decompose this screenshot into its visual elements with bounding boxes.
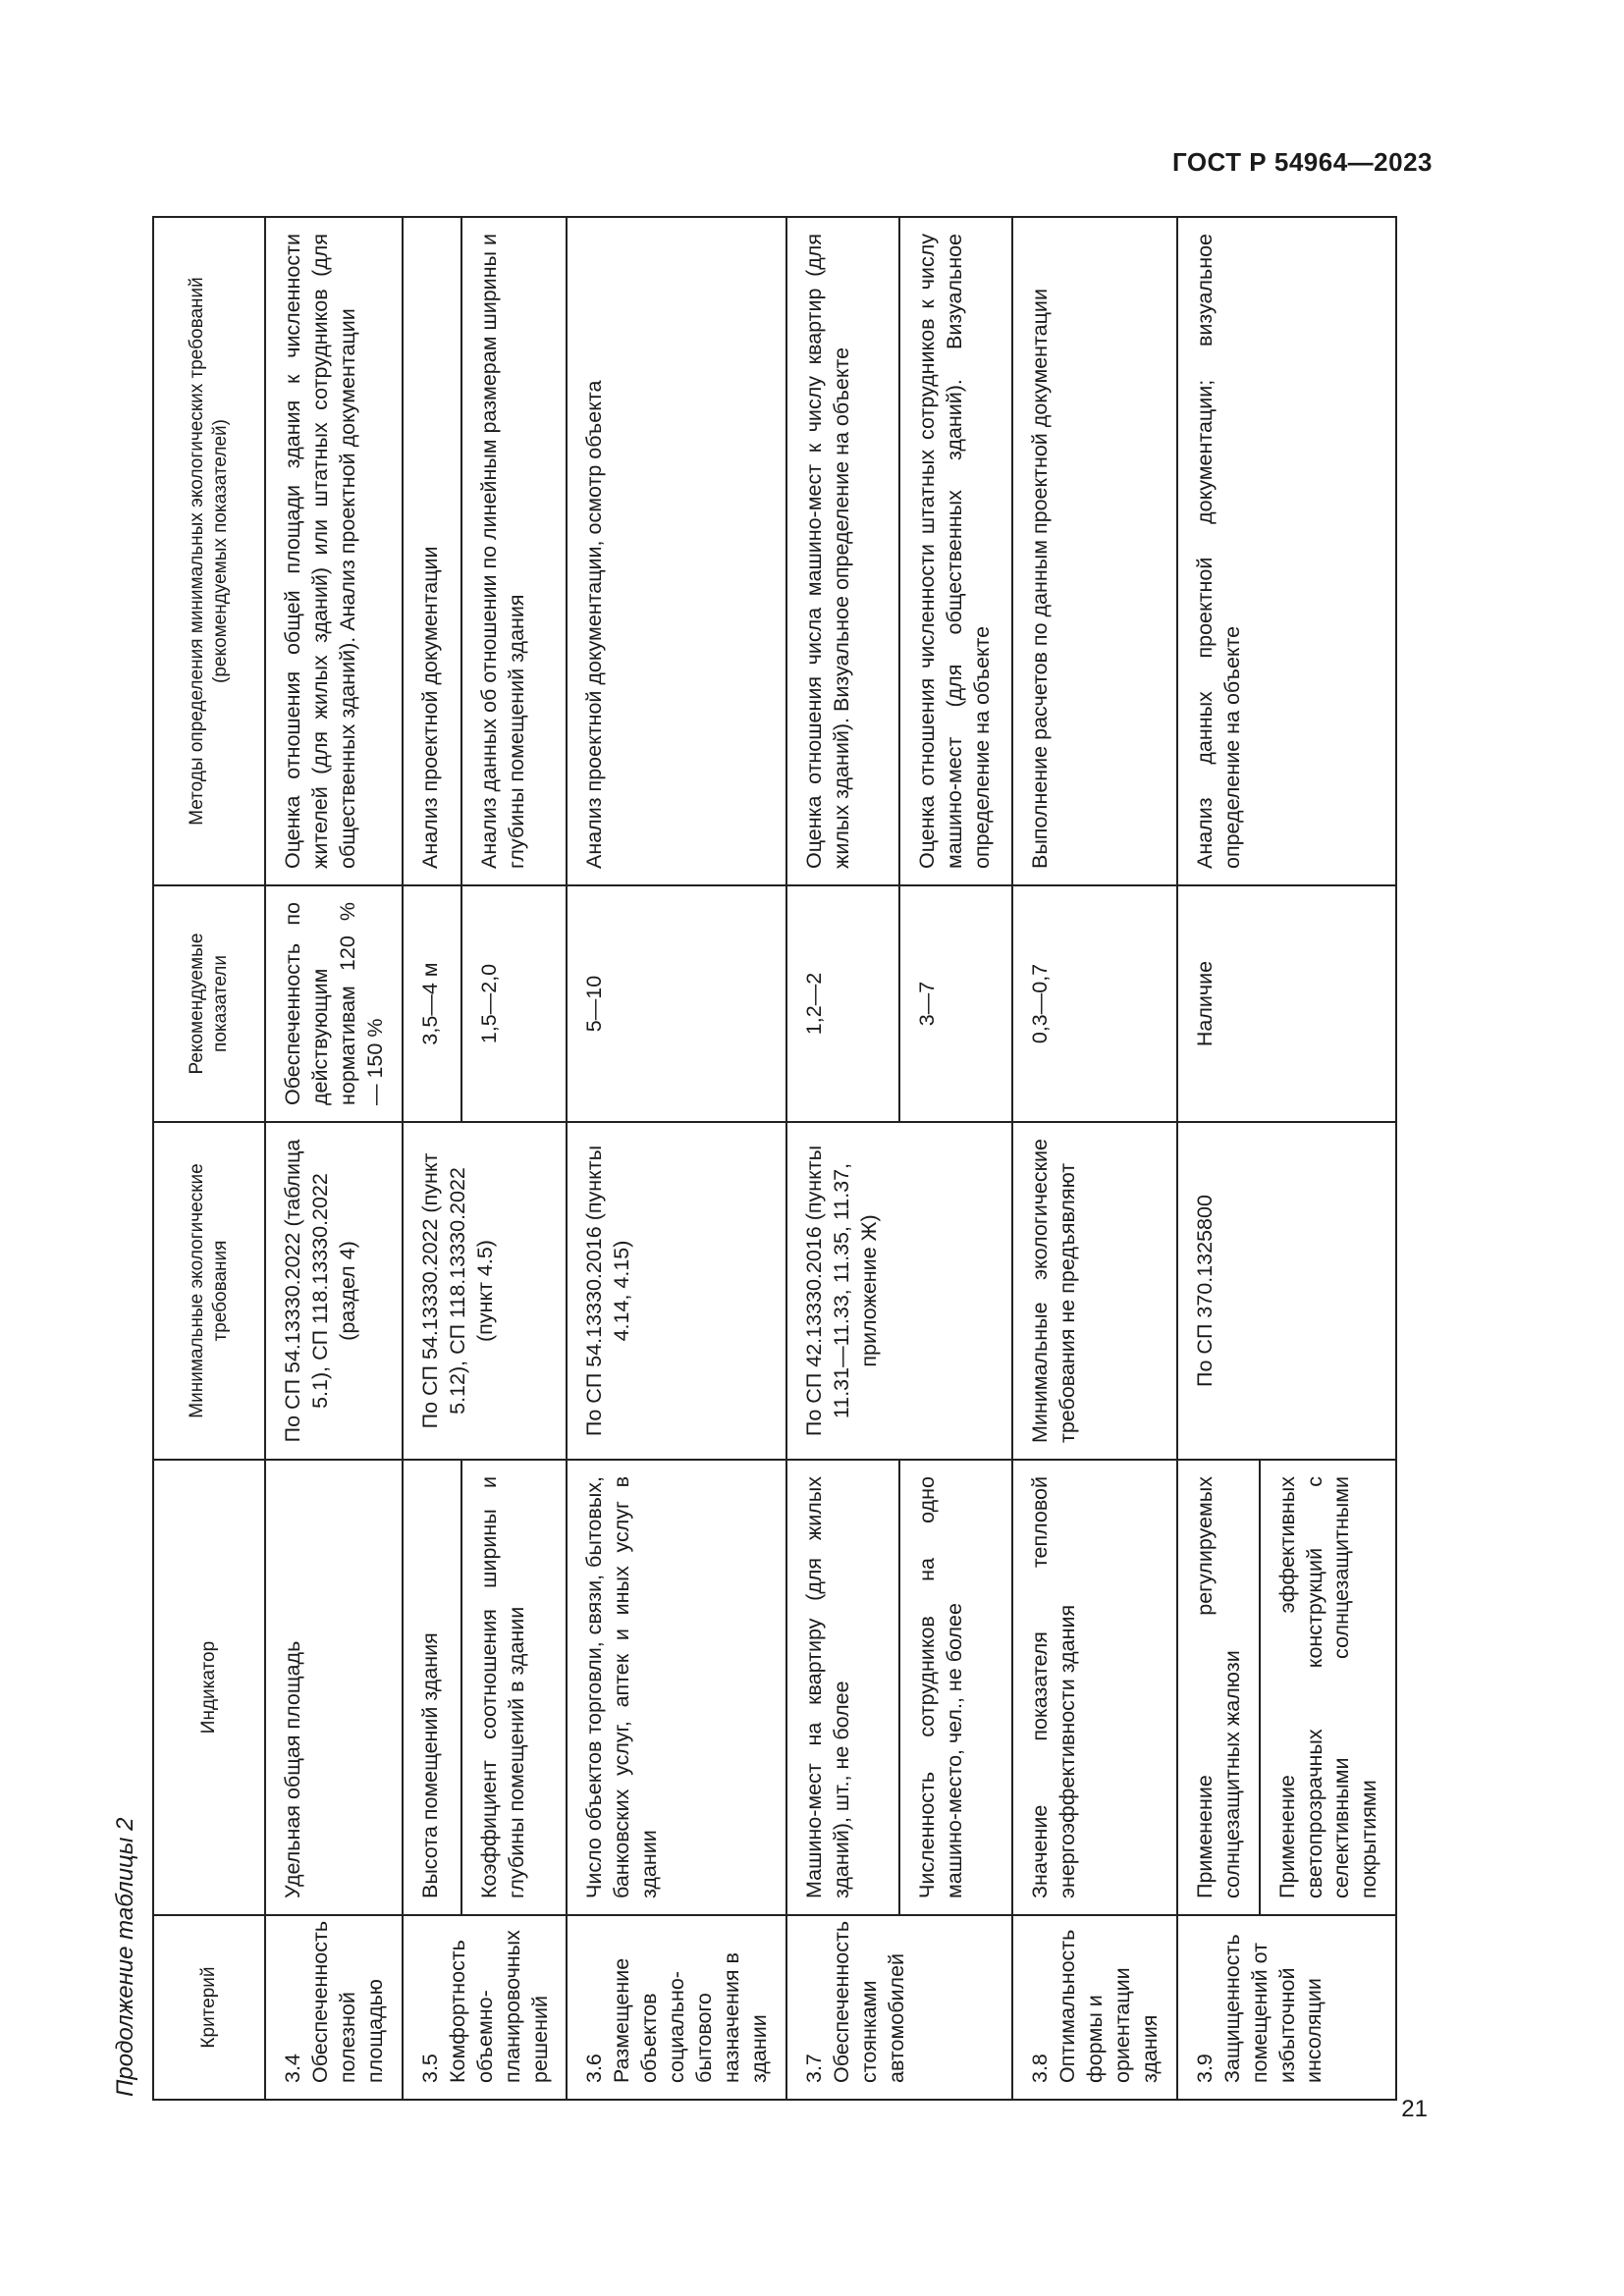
indicator-cell: Значение показателя тепловой энергоэффективности здания [1012, 1460, 1177, 1915]
criterion-cell: 3.5 Комфортность объемно-планировочных решений [403, 1915, 568, 2100]
method-cell: Анализ данных проектной документации; визуальное определение на объекте [1177, 217, 1397, 885]
recommended-cell: 3—7 [899, 885, 1012, 1122]
table-row [265, 217, 403, 2100]
method-cell: Выполнение расчетов по данным проектной документации [1012, 217, 1177, 885]
criterion-cell: 3.6 Размещение объектов социально-бытового назначения в здании [567, 1915, 786, 2100]
header-methods: Методы определения минимальных экологических требований (рекомендуемых показателей) [153, 217, 265, 885]
criterion-cell: 3.4 Обеспеченность полезной площадью [265, 1915, 403, 2100]
min-requirements-cell: По СП 54.13330.2022 (пункт 5.12), СП 118.13330.2022 (пункт 4.5) [403, 1122, 568, 1460]
method-cell: Оценка отношения численности штатных сотрудников к числу машино-мест (для общественных зданий). Визуальное определение на объекте [899, 217, 1012, 885]
indicator-cell: Применение регулируемых солнцезащитных жалюзи [1177, 1460, 1260, 1915]
recommended-cell: 1,5—2,0 [461, 885, 568, 1122]
criteria-table [152, 216, 1397, 2101]
indicator-cell: Машино-мест на квартиру (для жилых зданий), шт., не более [786, 1460, 899, 1915]
criterion-cell: 3.7 Обеспеченность стоянками автомобилей [786, 1915, 1012, 2100]
document-code: ГОСТ Р 54964—2023 [1171, 147, 1433, 177]
method-cell: Анализ проектной документации, осмотр объекта [567, 217, 786, 885]
indicator-cell: Удельная общая площадь [265, 1460, 403, 1915]
header-min-requirements: Минимальные экологические требования [153, 1122, 265, 1460]
criterion-cell: 3.9 Защищенность помещений от избыточной инсоляции [1177, 1915, 1397, 2100]
recommended-cell: 3,5—4 м [403, 885, 461, 1122]
rotated-table-area [108, 216, 1381, 2101]
table-header-row [153, 217, 265, 2100]
recommended-cell: 0,3—0,7 [1012, 885, 1177, 1122]
recommended-cell: Наличие [1177, 885, 1397, 1122]
method-cell: Анализ данных об отношении по линейным размерам ширины и глубины помещений здания [461, 217, 568, 885]
method-cell: Анализ проектной документации [403, 217, 461, 885]
method-cell: Оценка отношения общей площади здания к численности жителей (для жилых зданий) или штатных сотрудников (для общественных зданий). Анализ проектной документации [265, 217, 403, 885]
table-row [567, 217, 786, 2100]
min-requirements-cell: По СП 42.13330.2016 (пункты 11.31—11.33, 11.35, 11.37, приложение Ж) [786, 1122, 1012, 1460]
min-requirements-cell: Минимальные экологические требования не предъявляют [1012, 1122, 1177, 1460]
recommended-cell: Обеспеченность по действующим нормативам 120 % — 150 % [265, 885, 403, 1122]
criterion-cell: 3.8 Оптимальность формы и ориентации здания [1012, 1915, 1177, 2100]
header-recommended: Рекомендуемые показатели [153, 885, 265, 1122]
min-requirements-cell: По СП 54.13330.2016 (пункты 4.14, 4.15) [567, 1122, 786, 1460]
indicator-cell: Численность сотрудников на одно машино-место, чел., не более [899, 1460, 1012, 1915]
table-row [786, 217, 899, 2100]
recommended-cell: 1,2—2 [786, 885, 899, 1122]
indicator-cell: Применение эффективных светопрозрачных конструкций с селективными солнцезащитными покрытиями [1260, 1460, 1397, 1915]
min-requirements-cell: По СП 54.13330.2022 (таблица 5.1), СП 118.13330.2022 (раздел 4) [265, 1122, 403, 1460]
recommended-cell: 5—10 [567, 885, 786, 1122]
table-row [1177, 217, 1260, 2100]
min-requirements-cell: По СП 370.1325800 [1177, 1122, 1397, 1460]
indicator-cell: Коэффициент соотношения ширины и глубины помещений в здании [461, 1460, 568, 1915]
method-cell: Оценка отношения числа машино-мест к числу квартир (для жилых зданий). Визуальное определение на объекте [786, 217, 899, 885]
indicator-cell: Число объектов торговли, связи, бытовых, банковских услуг, аптек и иных услуг в здании [567, 1460, 786, 1915]
table-row [403, 217, 461, 2100]
header-criterion: Критерий [153, 1915, 265, 2100]
table-caption: Продолжение таблицы 2 [112, 1817, 138, 2097]
header-indicator: Индикатор [153, 1460, 265, 1915]
page-number: 21 [1401, 2096, 1428, 2122]
indicator-cell: Высота помещений здания [403, 1460, 461, 1915]
table-row [1012, 217, 1177, 2100]
